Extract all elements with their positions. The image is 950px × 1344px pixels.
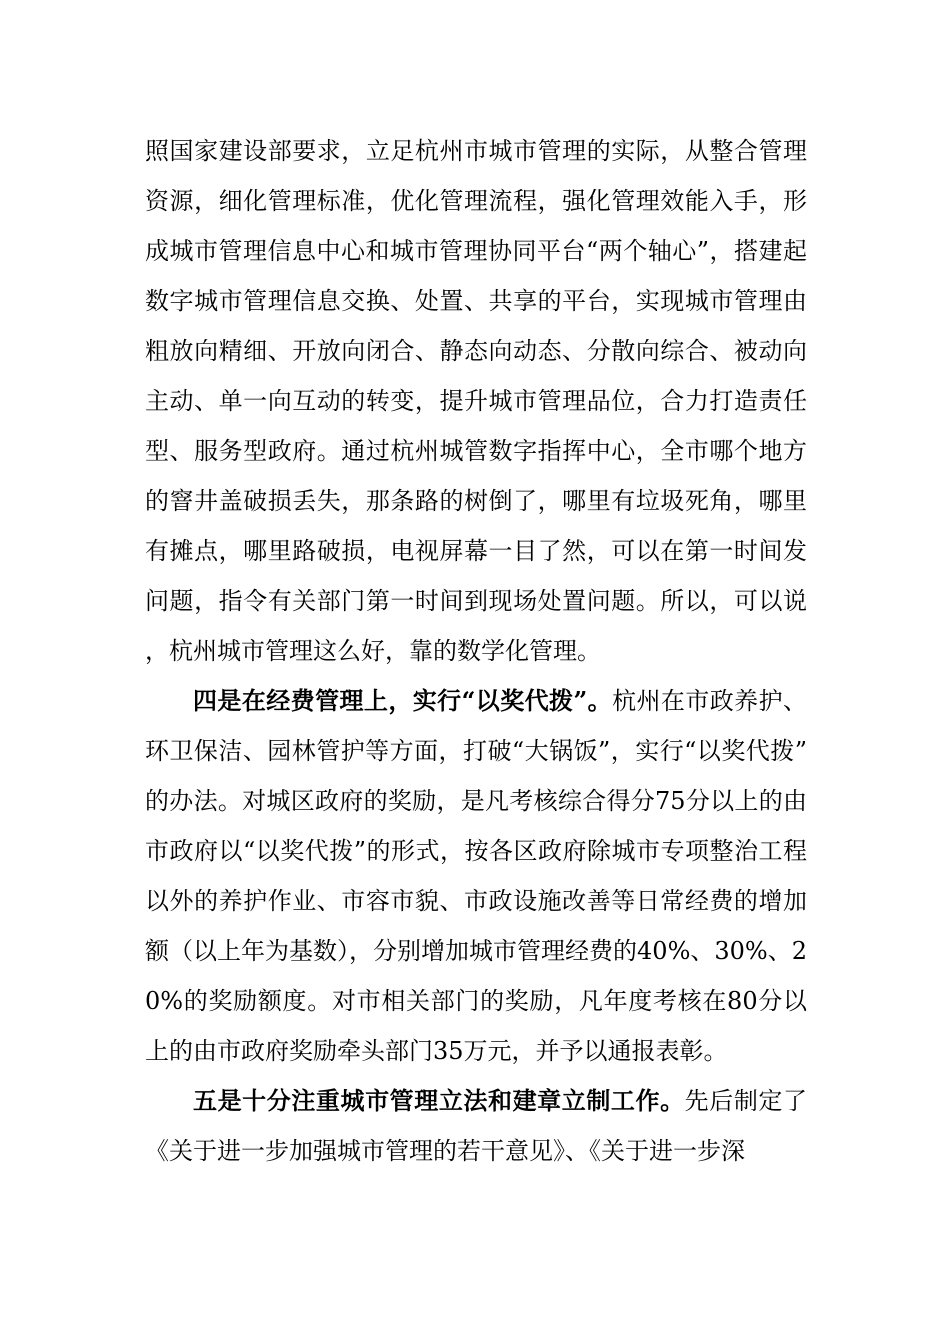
paragraph-3-text: 先后制定了《关于进一步加强城市管理的若干意见》、《关于进一步深 <box>145 1087 808 1165</box>
paragraph-3 <box>145 1076 807 1176</box>
document-page <box>145 126 807 1176</box>
paragraph-1-text: 照国家建设部要求，立足杭州市城市管理的实际，从整合管理资源，细化管理标准，优化管理流程，强化管理效能入手，形成城市管理信息中心和城市管理协同平台“两个轴心”，搭建起数字城市管理信息交换、处置、共享的平台，实现城市管理由粗放向精细、开放向闭合、静态向动态、分散向综合、被动向主动、单一向互动的转变，提升城市管理品位，合力打造责任型、服务型政府。通过杭州城管数字指挥中心，全市哪个地方的窨井盖破损丢失，那条路的树倒了，哪里有垃圾死角，哪里有摊点，哪里路破损，电视屏幕一目了然，可以在第一时间发问题，指令有关部门第一时间到现场处置问题。所以，可以说，杭州城市管理这么好，靠的数学化管理。 <box>145 137 807 665</box>
paragraph-2-lead: 四是在经费管理上，实行“以奖代拨”。 <box>193 686 613 715</box>
paragraph-2-text: 杭州在市政养护、环卫保洁、园林管护等方面，打破“大锅饭”，实行“以奖代拨”的办法。对城区政府的奖励，是凡考核综合得分75分以上的由市政府以“以奖代拨”的形式，按各区政府除城市专项整治工程以外的养护作业、市容市貌、市政设施改善等日常经费的增加额（以上年为基数），分别增加城市管理经费的40%、30%、20%的奖励额度。对市相关部门的奖励，凡年度考核在80分以上的由市政府奖励牵头部门35万元，并予以通报表彰。 <box>145 687 808 1065</box>
paragraph-2 <box>145 676 807 1076</box>
paragraph-3-lead: 五是十分注重城市管理立法和建章立制工作。 <box>193 1086 685 1115</box>
paragraph-1 <box>145 126 807 676</box>
